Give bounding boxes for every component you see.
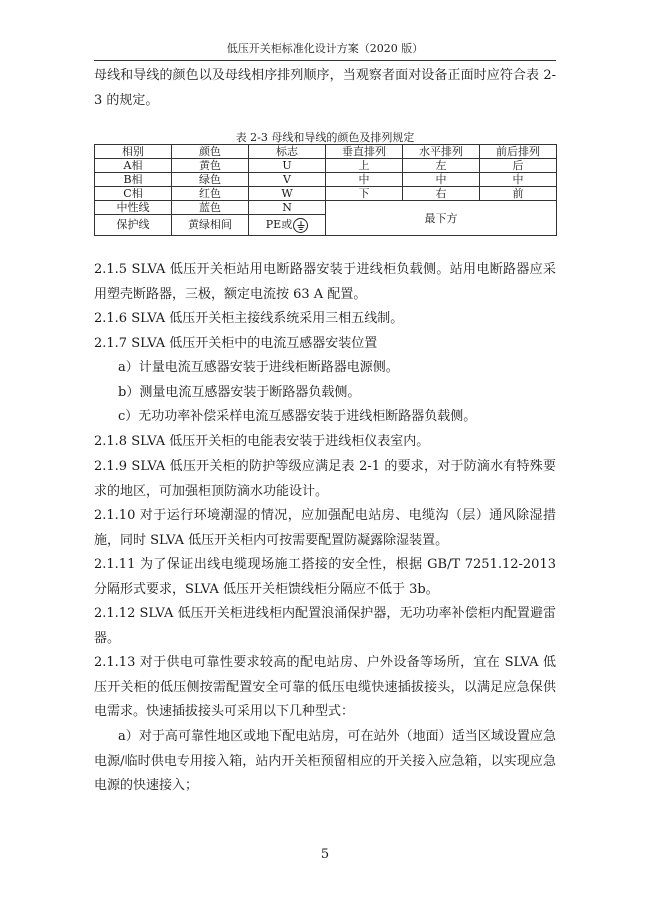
table-row [95, 173, 557, 187]
table-header-cell: 前后排列 [480, 145, 557, 159]
paragraph-2-1-6: 2.1.6 SLVA 低压开关柜主接线系统采用三相五线制。 [94, 311, 404, 326]
table-cell: W [249, 187, 326, 201]
paragraph-2-1-5: 2.1.5 SLVA 低压开关柜站用电断路器安装于进线柜负载侧。站用电断路器应采用塑壳断路器，三极，额定电流按 63 A 配置。 [94, 262, 556, 302]
page-number: 5 [320, 847, 330, 862]
table-header-cell: 标志 [249, 145, 326, 159]
table-cell: 上 [326, 159, 403, 173]
table-cell: C相 [95, 187, 172, 201]
table-cell: A相 [95, 159, 172, 173]
table-cell: V [249, 173, 326, 187]
intro-paragraph: 母线和导线的颜色以及母线相序排列顺序，当观察者面对设备正面时应符合表 2-3 的规定。 [94, 68, 556, 108]
paragraph-2-1-13: 2.1.13 对于供电可靠性要求较高的配电站房、户外设备等场所，宜在 SLVA 低压开关柜的低压侧按需配置安全可靠的低压电缆快速插拔接头，以满足应急保供电需求。快速插拔接头可采用以下几种型式： [94, 655, 556, 719]
table-cell: 下 [326, 187, 403, 201]
list-item-a: a）计量电流互感器安装于进线柜断路器电源侧。 [118, 360, 399, 375]
table-cell: 右 [403, 187, 480, 201]
table-cell: 中性线 [95, 201, 172, 215]
table-cell: 后 [480, 159, 557, 173]
running-header: 低压开关柜标准化设计方案（2020 版） [94, 40, 556, 61]
table-header-cell: 垂直排列 [326, 145, 403, 159]
list-item-b: b）测量电流互感器安装于断路器负载侧。 [118, 385, 361, 400]
table-cell [249, 215, 326, 236]
table-cell: 保护线 [95, 215, 172, 236]
pe-label: PE或 [265, 218, 293, 231]
table-cell: 左 [403, 159, 480, 173]
list-item-a-emergency: a）对于高可靠性地区或地下配电站房，可在站外（地面）适当区域设置应急电源/临时供电专用接入箱，站内开关柜预留相应的开关接入应急箱，以实现应急电源的快速接入； [94, 729, 556, 793]
table-cell: 前 [480, 187, 557, 201]
table-header-cell: 水平排列 [403, 145, 480, 159]
paragraph-2-1-12: 2.1.12 SLVA 低压开关柜进线柜内配置浪涌保护器，无功功率补偿柜内配置避雷器。 [94, 606, 556, 646]
list-item-c: c）无功功率补偿采样电流互感器安装于进线柜断路器负载侧。 [118, 409, 477, 424]
table-row [95, 187, 557, 201]
paragraph-2-1-7: 2.1.7 SLVA 低压开关柜中的电流互感器安装位置 [94, 336, 378, 351]
table-row [95, 201, 557, 215]
table-cell: N [249, 201, 326, 215]
paragraph-2-1-11: 2.1.11 为了保证出线电缆现场施工搭接的安全性，根据 GB/T 7251.12-2013 分隔形式要求，SLVA 低压开关柜馈线柜分隔应不低于 3b。 [94, 557, 556, 597]
paragraph-2-1-10: 2.1.10 对于运行环境潮湿的情况，应加强配电站房、电缆沟（层）通风除湿措施，同时 SLVA 低压开关柜内可按需要配置防凝露除湿装置。 [94, 508, 556, 548]
busbar-color-table [94, 144, 557, 236]
table-cell: 中 [403, 173, 480, 187]
table-cell: U [249, 159, 326, 173]
table-cell: 中 [326, 173, 403, 187]
table-header-cell: 相别 [95, 145, 172, 159]
table-cell: B相 [95, 173, 172, 187]
merged-position-cell: 最下方 [326, 201, 557, 236]
table-cell: 蓝色 [172, 201, 249, 215]
table-row [95, 159, 557, 173]
table-cell: 黄绿相间 [172, 215, 249, 236]
table-cell: 中 [480, 173, 557, 187]
table-cell: 红色 [172, 187, 249, 201]
table-cell: 绿色 [172, 173, 249, 187]
ground-symbol-icon [293, 218, 308, 233]
paragraph-2-1-8: 2.1.8 SLVA 低压开关柜的电能表安装于进线柜仪表室内。 [94, 434, 430, 449]
paragraph-2-1-9: 2.1.9 SLVA 低压开关柜的防护等级应满足表 2-1 的要求，对于防滴水有特殊要求的地区，可加强柜顶防滴水功能设计。 [94, 459, 556, 499]
table-caption: 表 2-3 母线和导线的颜色及排列规定 [235, 131, 415, 144]
table-header-cell: 颜色 [172, 145, 249, 159]
table-header-row [95, 145, 557, 159]
table-cell: 黄色 [172, 159, 249, 173]
